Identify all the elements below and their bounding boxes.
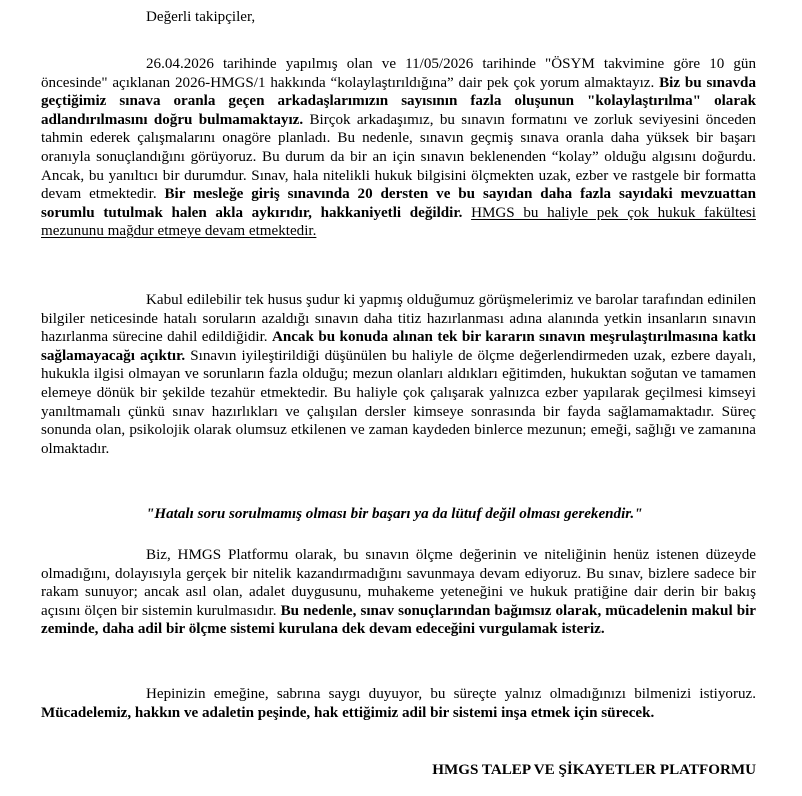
- paragraph-1-bold-b: Bir mesleğe giriş sınavında 20 dersten ve bu sayıdan daha fazla sayıdaki mevzuattan sorumlu tutulmak halen akla aykırıdır, hakkaniyetli değildir.: [41, 186, 756, 221]
- paragraph-2-bold: Ancak bu konuda alınan tek bir kararın sınavın meşrulaştırılmasına katkı sağlamayacağı açıktır.: [41, 329, 756, 364]
- paragraph-1-text-a: 26.04.2026 tarihinde yapılmış olan ve 11/05/2026 tarihinde "ÖSYM takvimine göre 10 gün öncesinde" açıklanan 2026-HMGS/1 hakkında “kolaylaştırıldığına” dair pek çok yorum almaktayız.: [41, 56, 756, 91]
- paragraph-4-bold: Mücadelemiz, hakkın ve adaletin peşinde, hak ettiğimiz adil bir sistemi inşa etmek için sürecek.: [41, 704, 655, 721]
- paragraph-2-text-b: Sınavın iyileştirildiği düşünülen bu haliyle de ölçme değerlendirmeden uzak, ezbere dayalı, hukukla ilgisi olmayan ve sorunların fazla olduğu; mezun olanları aldıkları eğitimden, hukuktan soğutan ve tamamen elemeye dönük bir şekilde tezahür etmektedir. Bu haliyle çok çalışarak yalnızca ezber yapılarak geçilmesi kimseyi yanıltmamalı çünkü sınav hazırlıkları ve çalışılan dersler kimseye sonrasında bir fayda sağlamamaktadır. Süreç sonunda olan, psikolojik olarak olumsuz etkilenen ve zaman kaydeden binlerce mezunun; emeği, sağlığı ve zamanına olmaktadır.: [41, 347, 756, 457]
- paragraph-4-text: Hepinizin emeğine, sabrına saygı duyuyor, bu süreçte yalnız olmadığınızı bilmenizi istiyoruz.: [146, 686, 756, 702]
- paragraph-3: [41, 546, 756, 639]
- paragraph-2-text-a: Kabul edilebilir tek husus şudur ki yapmış olduğumuz görüşmelerimiz ve barolar tarafından edinilen bilgiler neticesinde hatalı soruların azaldığı sınavın daha titiz hazırlanması adına alanında yetkin insanların sınavın hazırlanma sürecine dahil edildiğidir.: [41, 292, 756, 346]
- paragraph-3-bold: Bu nedenle, sınav sonuçlarından bağımsız olarak, mücadelenin makul bir zeminde, daha adil bir ölçme sistemi kurulana dek devam edeceğini vurgulamak isteriz.: [41, 602, 756, 638]
- paragraph-1-bold-a: Biz bu sınavda geçtiğimiz sınava oranla geçen arkadaşlarımızın sayısının fazla oluşunun "kolaylaştırılma" olarak adlandırılmasını doğru bulmamaktayız.: [41, 74, 756, 128]
- salutation: Değerli takipçiler,: [146, 9, 256, 25]
- paragraph-1-text-b: Birçok arkadaşımız, bu sınavın formatını ve zorluk seviyesini önceden tahmin ederek çalışmalarını onagöre planladı. Bu nedenle, sınavın geçmiş sınava oranla daha yüksek bir başarı oranıyla sonuçlandığını görüyoruz. Bu durum da bir an için sınavın beklenenden “kolay” olduğu algısını doğurdu. Ancak, bu yanıltıcı bir durumdur. Sınav, hala nitelikli hukuk bilgisini ölçmekten uzak, ezber ve rastgele bir formatta devam etmektedir.: [41, 111, 757, 203]
- paragraph-1-underlined: HMGS bu haliyle pek çok hukuk fakültesi mezununu mağdur etmeye devam etmektedir.: [41, 204, 756, 240]
- signature: HMGS TALEP VE ŞİKAYETLER PLATFORMU: [432, 762, 756, 778]
- quote: "Hatalı soru sorulmamış olması bir başarı ya da lütuf değil olması gerekendir.": [146, 506, 643, 522]
- paragraph-3-text: Biz, HMGS Platformu olarak, bu sınavın ölçme değerinin ve niteliğinin henüz istenen düzeyde olmadığını, dolayısıyla gerçek bir nitelik kazandırmadığını savunmaya devam ediyoruz. Bu sınav, bizlere sadece bir rakam sunuyor; ancak asıl olan, adalet duygusunu, muhakeme yeteneğini ve hukuk pratiğine dair derin bir bakış açısını ölçen bir sistemin kurulmasıdır.: [41, 547, 756, 619]
- paragraph-1: [41, 55, 756, 241]
- paragraph-4: [41, 685, 756, 722]
- paragraph-2: [41, 291, 756, 458]
